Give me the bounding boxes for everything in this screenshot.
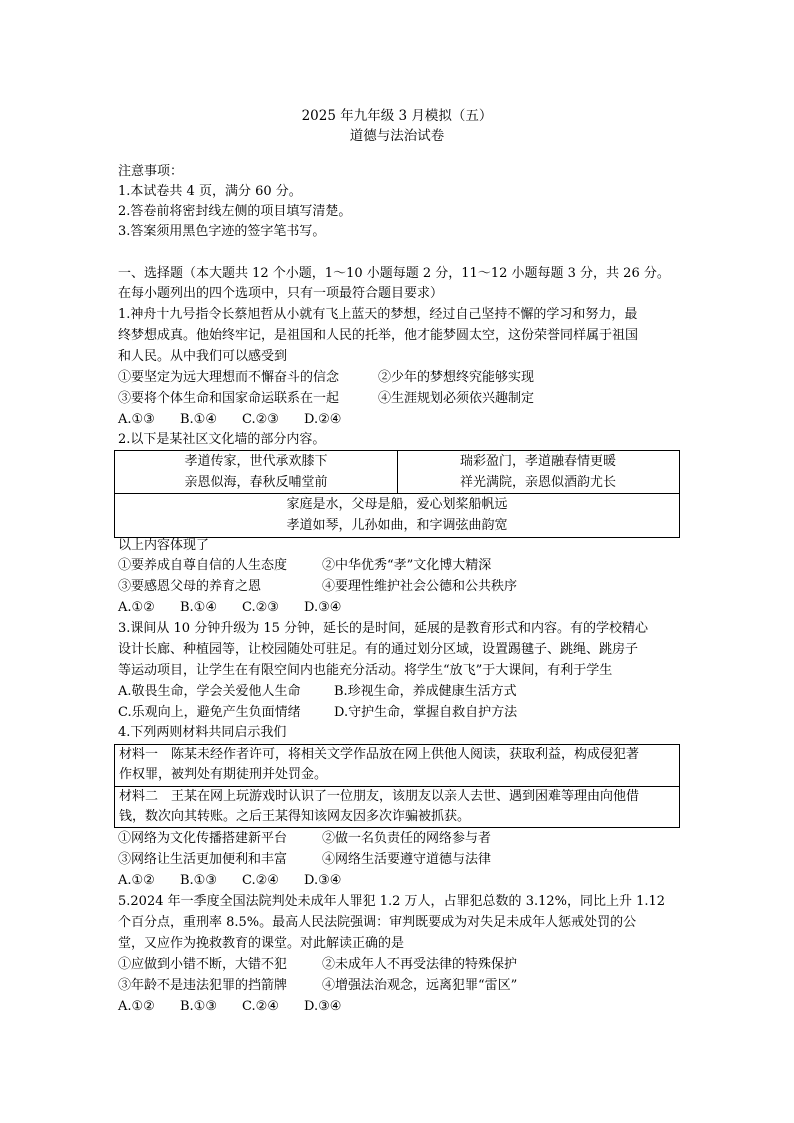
q5-statement: ④增强法治观念，远离犯罪“雷区” <box>322 978 518 993</box>
q2-option-d[interactable]: D.③④ <box>304 600 342 615</box>
notice-item: 2.答卷前将密封线左侧的项目填写清楚。 <box>118 204 352 219</box>
couplet-line: 亲恩似海，春秋反哺堂前 <box>184 475 328 490</box>
q4-option-d[interactable]: D.③④ <box>304 873 342 888</box>
q4-statements-row1 <box>118 831 491 847</box>
q3-options-row1 <box>118 684 517 700</box>
q1-stem: 1.神舟十九号指令长蔡旭哲从小就有飞上蓝天的梦想，经过自己坚持不懈的学习和努力，最 <box>118 307 638 322</box>
q3-option-a[interactable]: A.敬畏生命，学会关爱他人生命 <box>118 684 301 699</box>
q1-stem: 和人民。从中我们可以感受到 <box>118 349 288 364</box>
q1-stem: 终梦想成真。他始终牢记，是祖国和人民的托举，他才能梦圆太空，这份荣誉同样属于祖国 <box>118 328 639 343</box>
q5-statements-row1 <box>118 957 517 973</box>
q4-options <box>118 873 341 889</box>
q1-statements-row2 <box>118 391 534 407</box>
q1-statements-row1 <box>118 370 534 386</box>
couplet-line: 孝道如琴，儿孙如曲，和字调弦曲韵宽 <box>286 518 508 533</box>
material-two-line: 材料二 王某在网上玩游戏时认识了一位朋友，该朋友以亲人去世、遇到困难等理由向他借 <box>119 789 640 804</box>
materials-divider <box>115 786 679 787</box>
q2-option-a[interactable]: A.①② <box>118 600 155 615</box>
couplet-line: 瑞彩盈门，孝道融春情更暖 <box>459 454 616 469</box>
q4-option-c[interactable]: C.②④ <box>242 873 279 888</box>
q5-stem: 个百分点，重刑率 8.5%。最高人民法院强调：审判既要成为对失足未成年人惩戒处罚的公 <box>118 915 637 930</box>
q4-statement: ③网络让生活更加便利和丰富 <box>118 852 288 867</box>
q4-statement: ④网络生活要遵守道德与法律 <box>322 852 492 867</box>
notice-item: 1.本试卷共 4 页，满分 60 分。 <box>118 184 302 199</box>
q5-option-c[interactable]: C.②④ <box>242 999 279 1014</box>
q3-option-c[interactable]: C.乐观向上，避免产生负面情绪 <box>118 705 301 720</box>
q1-statement: ①要坚定为远大理想而不懈奋斗的信念 <box>118 370 340 385</box>
notice-heading: 注意事项： <box>118 164 184 179</box>
q1-statement: ②少年的梦想终究能够实现 <box>378 370 535 385</box>
q2-statement: ①要养成自尊自信的人生态度 <box>118 558 288 573</box>
q3-option-b[interactable]: B.珍视生命，养成健康生活方式 <box>334 684 517 699</box>
q2-stem: 2.以下是某社区文化墙的部分内容。 <box>118 432 326 447</box>
q4-option-a[interactable]: A.①② <box>118 873 155 888</box>
q4-statement: ①网络为文化传播搭建新平台 <box>118 831 288 846</box>
q5-stem: 5.2024 年一季度全国法院判处未成年人罪犯 1.2 万人，占罪犯总数的 3.12%，同比上升 1.12 <box>118 894 666 909</box>
q2-statement: ③要感恩父母的养育之恩 <box>118 579 262 594</box>
q2-options <box>118 600 341 616</box>
couplet-line: 祥光满院，亲恩似酒韵尤长 <box>459 475 616 490</box>
q3-stem: 等运动项目，让学生在有限空间内也能充分活动。将学生“放飞”于大课间，有利于学生 <box>118 663 613 678</box>
exam-title: 2025 年九年级 3 月模拟（五） <box>301 108 493 124</box>
q1-statement: ④生涯规划必须依兴趣制定 <box>378 391 535 406</box>
q2-option-b[interactable]: B.①④ <box>180 600 217 615</box>
culture-wall-table <box>114 450 680 538</box>
q4-stem: 4.下列两则材料共同启示我们 <box>118 725 287 740</box>
material-one-line: 材料一 陈某未经作者许可，将相关文学作品放在网上供他人阅读，获取利益，构成侵犯著 <box>119 747 640 762</box>
q1-option-d[interactable]: D.②④ <box>304 412 342 427</box>
exam-subtitle: 道德与法治试卷 <box>349 128 445 144</box>
q5-statements-row2 <box>118 978 517 994</box>
q1-options <box>118 412 341 428</box>
q3-option-d[interactable]: D.守护生命，掌握自救自护方法 <box>334 705 518 720</box>
q4-option-b[interactable]: B.①③ <box>180 873 217 888</box>
q2-statement: ②中华优秀“孝”文化博大精深 <box>322 558 492 573</box>
q3-options-row2 <box>118 705 517 721</box>
section-title: 一、选择题（本大题共 12 个小题，1～10 小题每题 2 分，11～12 小题每题 3 分，共 26 分。 <box>118 266 670 281</box>
q4-statements-row2 <box>118 852 491 868</box>
material-one-line: 作权罪，被判处有期徒刑并处罚金。 <box>119 767 328 782</box>
q4-statement: ②做一名负责任的网络参与者 <box>322 831 492 846</box>
q5-option-b[interactable]: B.①③ <box>180 999 217 1014</box>
materials-box <box>114 744 680 828</box>
q5-option-d[interactable]: D.③④ <box>304 999 342 1014</box>
q2-statement: ④要理性维护社会公德和公共秩序 <box>322 579 518 594</box>
q1-option-a[interactable]: A.①③ <box>118 412 155 427</box>
q1-option-b[interactable]: B.①④ <box>180 412 217 427</box>
q2-option-c[interactable]: C.②③ <box>242 600 279 615</box>
table-cell-bottom <box>115 494 679 536</box>
q2-statements-row2 <box>118 579 517 595</box>
couplet-line: 孝道传家，世代承欢膝下 <box>184 454 328 469</box>
q5-stem: 堂，又应作为挽救教育的课堂。对此解读正确的是 <box>118 936 405 951</box>
q5-options <box>118 999 341 1015</box>
section-title-cont: 在每小题列出的四个选项中，只有一项最符合题目要求） <box>118 286 444 301</box>
couplet-line: 家庭是水，父母是船，爱心划桨船帆远 <box>286 497 508 512</box>
material-two-line: 钱，数次向其转账。之后王某得知该网友因多次诈骗被抓获。 <box>119 809 471 824</box>
q1-option-c[interactable]: C.②③ <box>242 412 279 427</box>
q5-option-a[interactable]: A.①② <box>118 999 155 1014</box>
notice-item: 3.答案须用黑色字迹的签字笔书写。 <box>118 224 326 239</box>
q3-stem: 3.课间从 10 分钟升级为 15 分钟，延长的是时间，延展的是教育形式和内容。有的学校精心 <box>118 621 649 636</box>
q5-statement: ②未成年人不再受法律的特殊保护 <box>322 957 518 972</box>
q3-stem: 设计长廊、种植园等，让校园随处可驻足。有的通过划分区域，设置踢毽子、跳绳、跳房子 <box>118 642 639 657</box>
q1-statement: ③要将个体生命和国家命运联系在一起 <box>118 391 340 406</box>
q2-statements-row1 <box>118 558 491 574</box>
table-cell-right <box>397 451 679 493</box>
table-cell-left <box>115 451 397 493</box>
q2-prompt: 以上内容体现了 <box>118 538 210 553</box>
q5-statement: ③年龄不是违法犯罪的挡箭牌 <box>118 978 288 993</box>
q5-statement: ①应做到小错不断，大错不犯 <box>118 957 288 972</box>
